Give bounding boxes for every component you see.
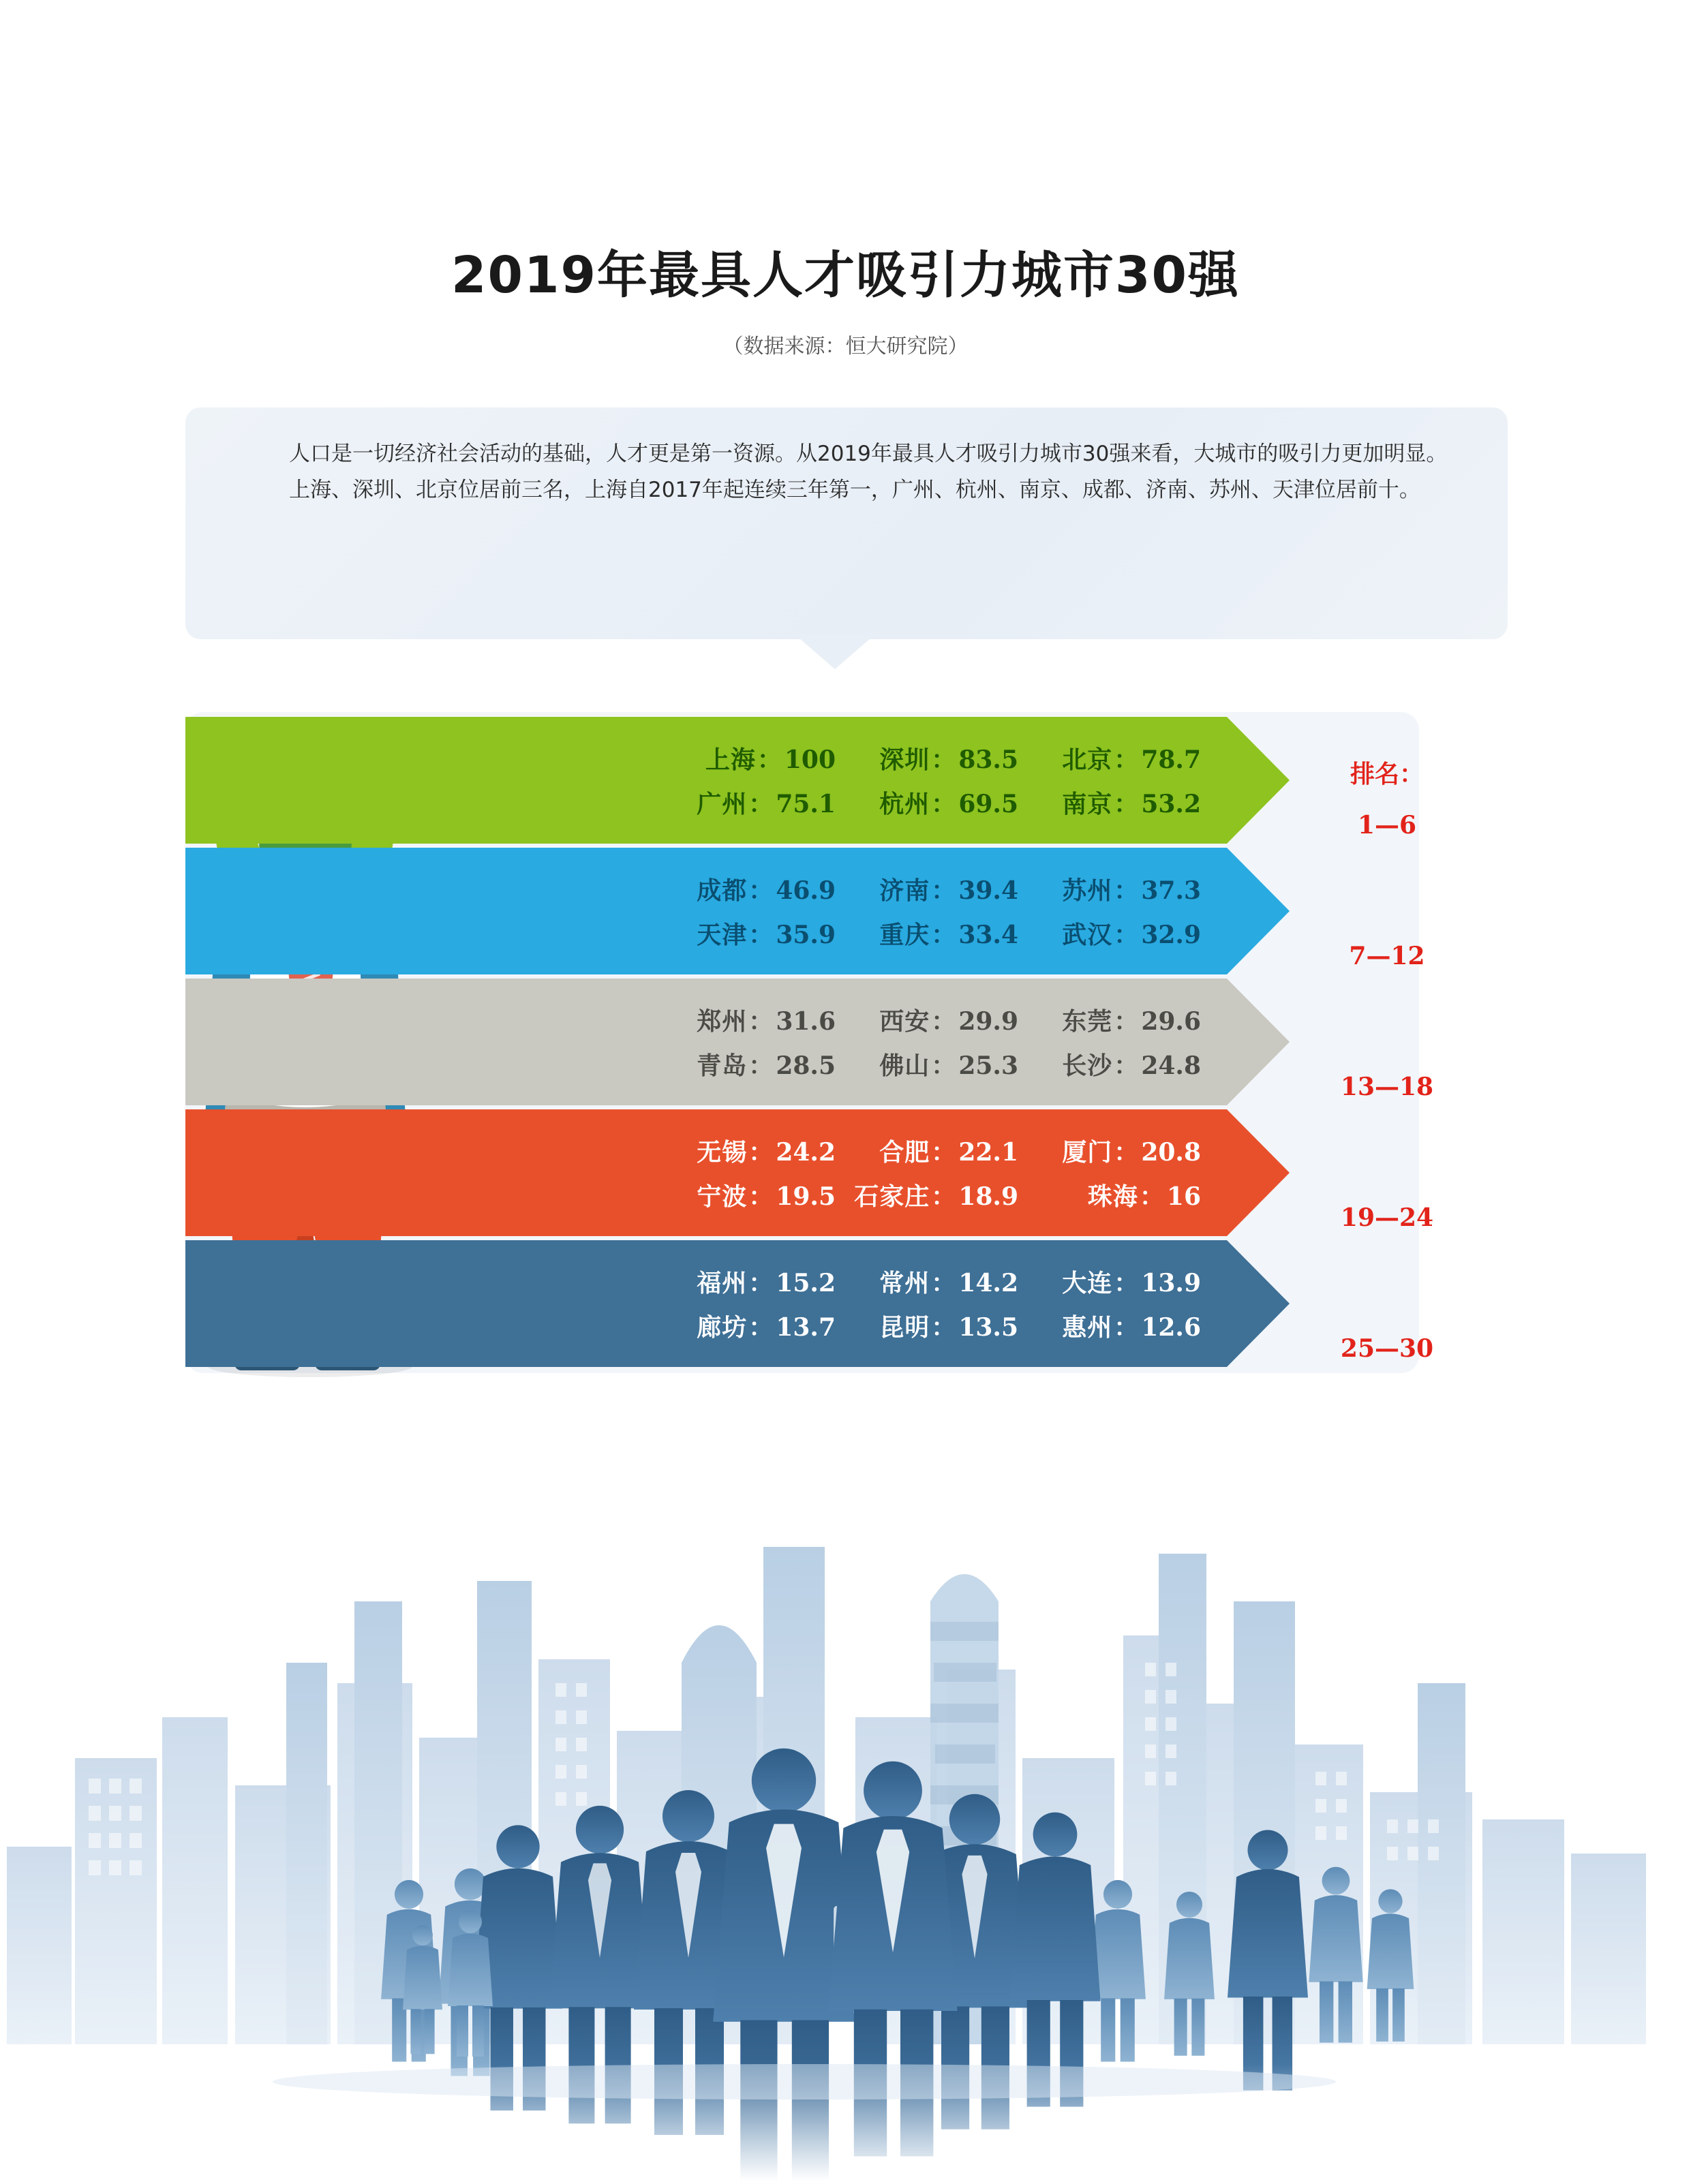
table-row — [356, 1178, 1201, 1212]
cell-city-25: 福州： 15.2 — [697, 1269, 836, 1297]
table-row — [356, 1047, 1201, 1081]
rank-group-5 — [185, 1240, 1290, 1367]
table-row — [356, 1133, 1201, 1168]
data-source-note: （数据来源：恒大研究院） — [722, 335, 969, 358]
rank-group-1 — [185, 717, 1290, 844]
cell-city-4: 广州： 75.1 — [697, 790, 836, 818]
cell-city-9: 苏州： 37.3 — [1062, 876, 1201, 905]
cell-city-2: 深圳： 83.5 — [879, 745, 1018, 774]
callout-tail — [794, 634, 876, 669]
table-row — [356, 916, 1201, 951]
rank-header-label: 排名： — [1350, 760, 1424, 788]
rank-range-1: 1—6 — [1357, 811, 1417, 840]
intro-paragraph-1: 人口是一切经济社会活动的基础，人才更是第一资源。从2019年最具人才吸引力城市30强来看，大城市的吸引力更加明显。 — [289, 442, 1448, 466]
cell-city-18: 长沙： 24.8 — [1062, 1051, 1201, 1080]
cell-city-22: 宁波： 19.5 — [697, 1182, 836, 1211]
intro-callout-box — [185, 407, 1508, 639]
cell-city-21: 厦门： 20.8 — [1062, 1138, 1201, 1167]
cell-city-8: 济南： 39.4 — [879, 876, 1018, 905]
table-row — [356, 1264, 1201, 1299]
page-title: 2019年最具人才吸引力城市30强 — [451, 246, 1240, 305]
rank-range-5: 25—30 — [1340, 1334, 1434, 1363]
table-row — [356, 1308, 1201, 1343]
cell-city-28: 廊坊： 13.7 — [697, 1313, 836, 1342]
cell-city-14: 西安： 29.9 — [879, 1007, 1018, 1036]
rank-group-3 — [185, 979, 1290, 1105]
cell-city-29: 昆明： 13.5 — [879, 1313, 1018, 1342]
cell-city-26: 常州： 14.2 — [879, 1269, 1018, 1297]
cell-city-27: 大连： 13.9 — [1062, 1269, 1201, 1297]
city-skyline-illustration — [0, 1376, 1691, 2181]
rank-range-2: 7—12 — [1349, 942, 1425, 970]
rank-group-2 — [185, 848, 1290, 974]
intro-paragraph-2: 上海、深圳、北京位居前三名，上海自2017年起连续三年第一，广州、杭州、南京、成都、济南、苏州、天津位居前十。 — [289, 478, 1420, 503]
cell-city-30: 惠州： 12.6 — [1062, 1313, 1201, 1342]
cell-city-10: 天津： 35.9 — [697, 921, 836, 949]
table-row — [356, 785, 1201, 820]
cell-city-23: 石家庄： 18.9 — [854, 1182, 1018, 1211]
cell-city-15: 东莞： 29.6 — [1062, 1007, 1201, 1036]
table-row — [356, 872, 1201, 906]
cell-city-3: 北京： 78.7 — [1062, 745, 1201, 774]
cell-city-20: 合肥： 22.1 — [879, 1138, 1018, 1167]
rank-range-4: 19—24 — [1340, 1203, 1434, 1232]
cell-city-16: 青岛： 28.5 — [697, 1051, 836, 1080]
cell-city-11: 重庆： 33.4 — [879, 921, 1018, 949]
cell-city-13: 郑州： 31.6 — [697, 1007, 836, 1036]
cell-city-24: 珠海： 16 — [1087, 1182, 1201, 1211]
cell-city-17: 佛山： 25.3 — [879, 1051, 1018, 1080]
rank-group-4 — [185, 1109, 1290, 1236]
table-row — [356, 741, 1201, 775]
cell-city-6: 南京： 53.2 — [1062, 790, 1201, 818]
cell-city-1: 上海： 100 — [705, 745, 836, 774]
cell-city-5: 杭州： 69.5 — [879, 790, 1018, 818]
cell-city-19: 无锡： 24.2 — [697, 1138, 836, 1167]
cell-city-12: 武汉： 32.9 — [1062, 921, 1201, 949]
table-row — [356, 1002, 1201, 1037]
cell-city-7: 成都： 46.9 — [697, 876, 836, 905]
rank-range-3: 13—18 — [1340, 1073, 1434, 1101]
